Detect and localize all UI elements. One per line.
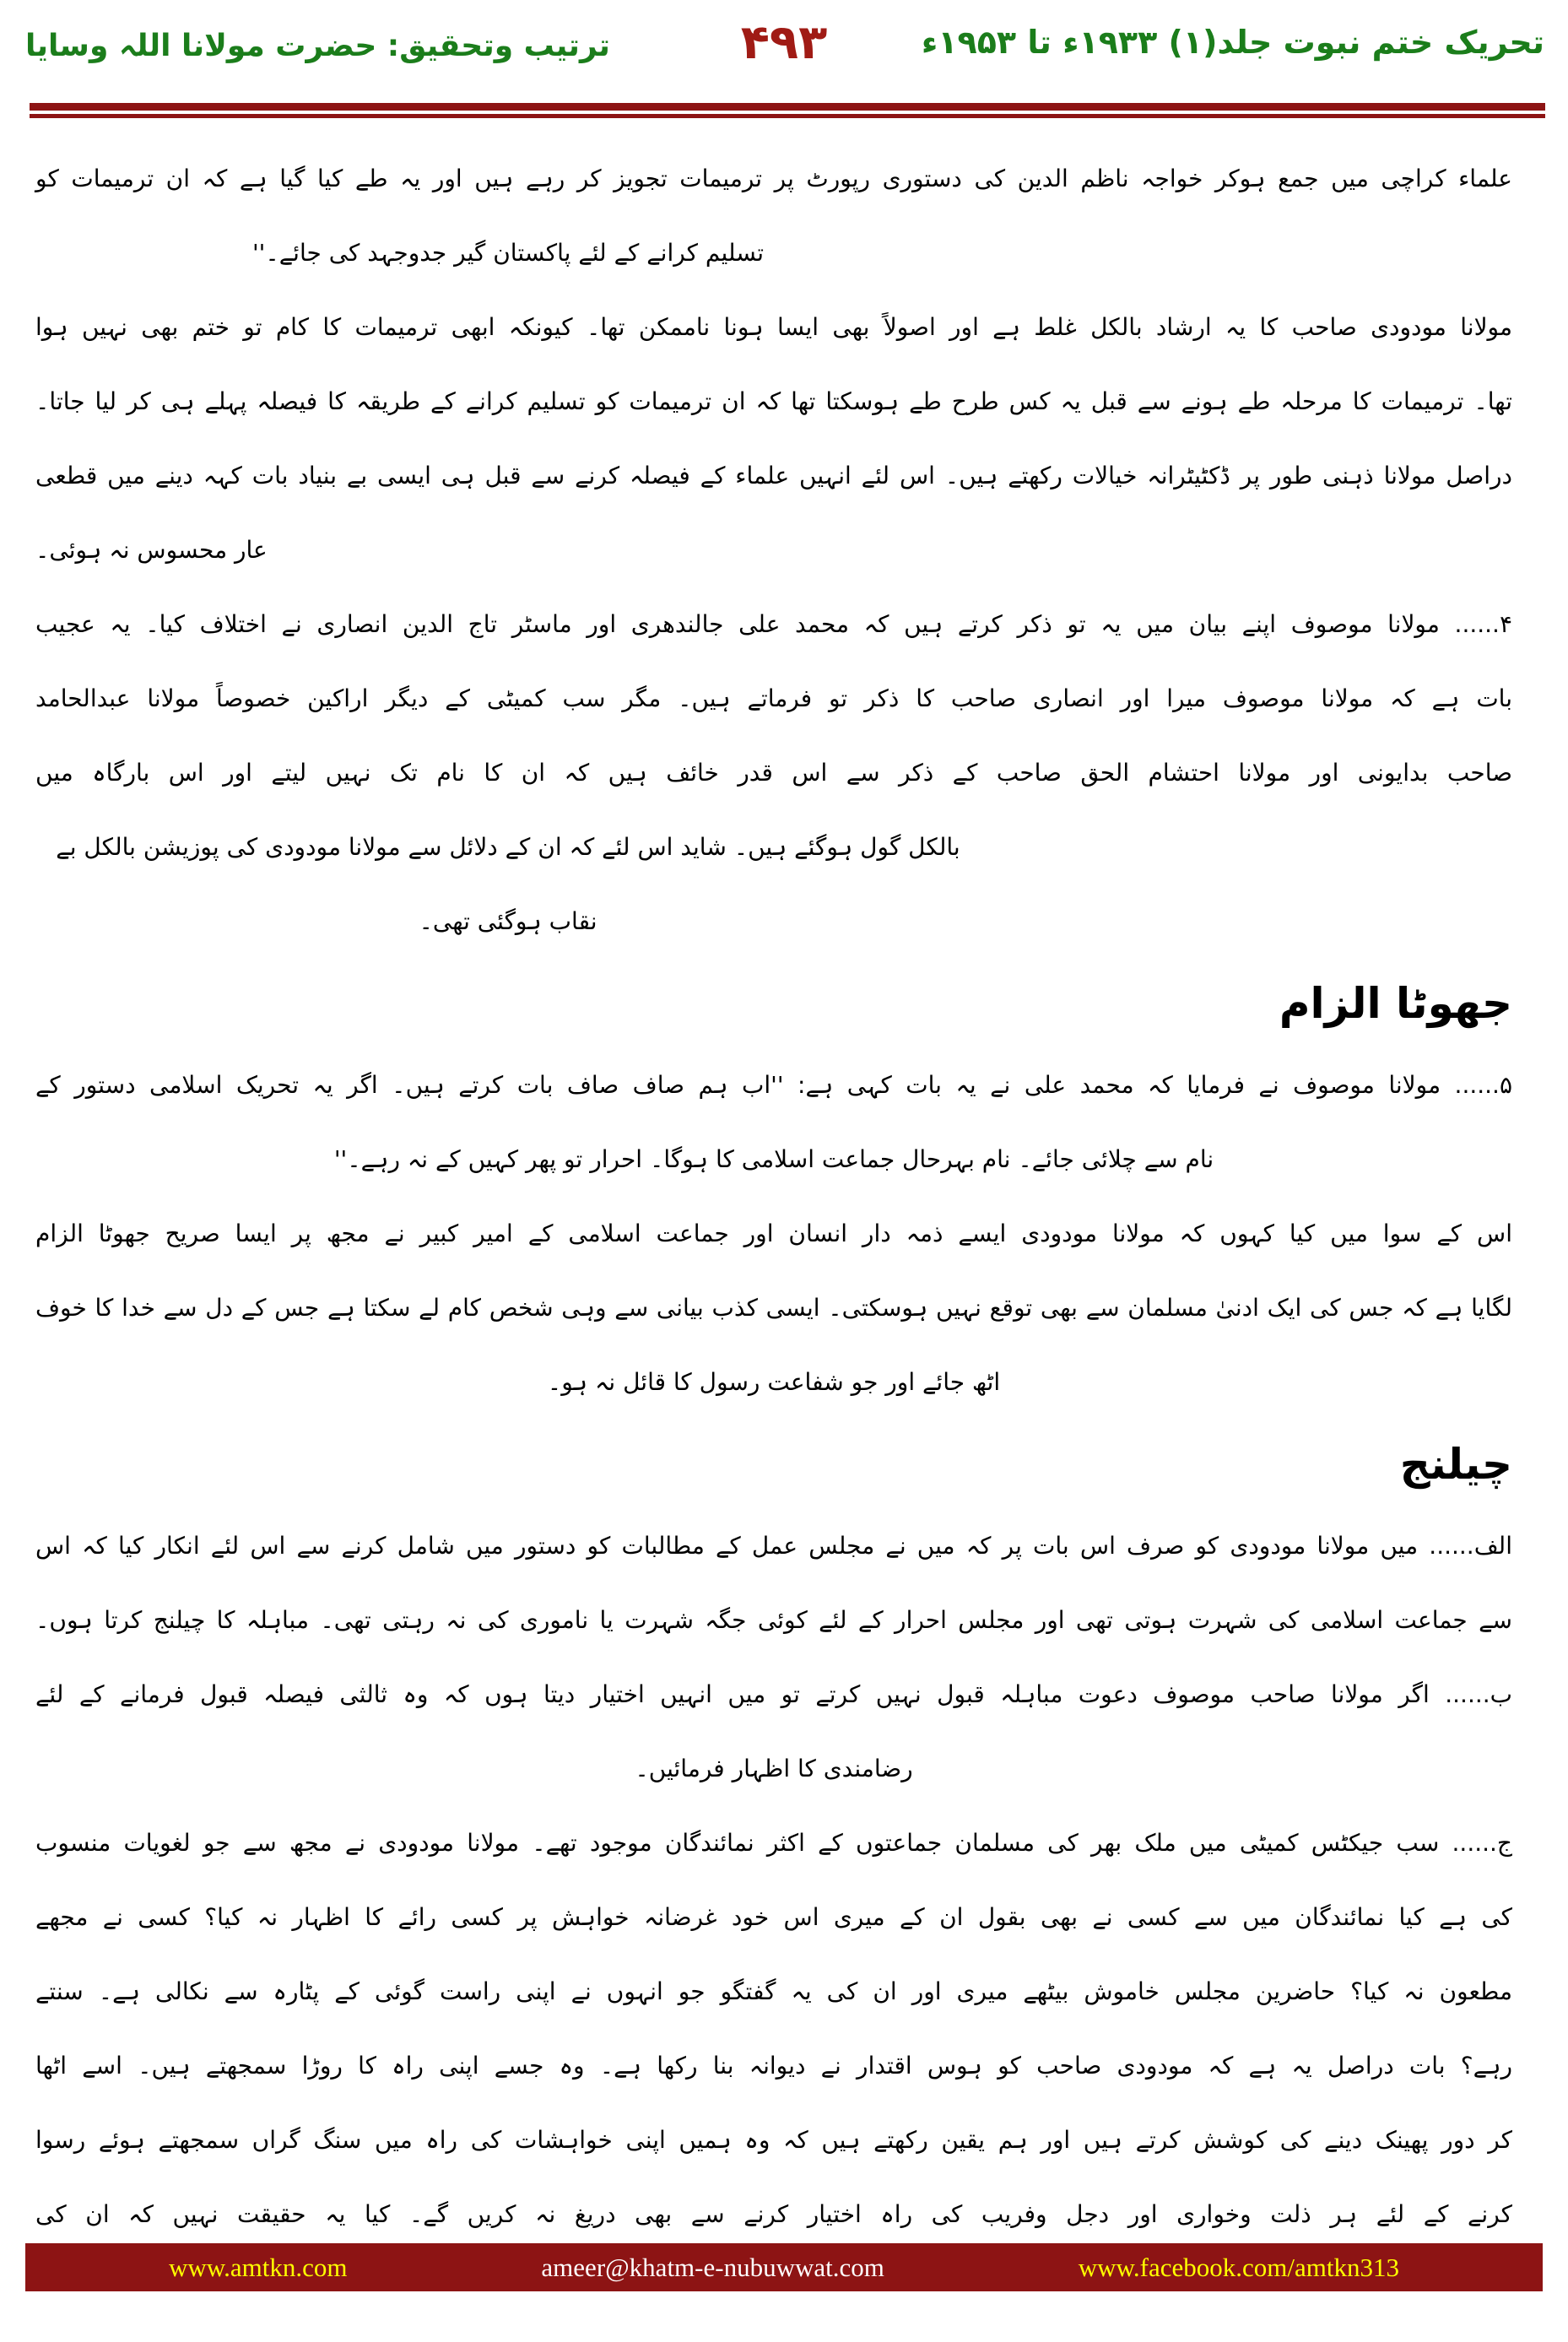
body-line: کرنے کے لئے ہر ذلت وخواری اور دجل وفریب کی راہ اختیار کرنے سے بھی دریغ نہ کریں گے۔ کیا یہ حقیقت نہیں کہ ان کی (35, 2200, 1512, 2228)
email-link[interactable]: ameer@khatm-e-nubuwwat.com (541, 2252, 884, 2282)
body-line: صاحب بدایونی اور مولانا احتشام الحق صاحب کے ذکر سے اس قدر خائف ہیں کہ ان کا نام تک نہیں لیتے اور اس بارگاہ میں (35, 759, 1512, 787)
facebook-link[interactable]: www.facebook.com/amtkn313 (1078, 2252, 1399, 2282)
body-line: نام سے چلائی جائے۔ نام بہرحال جماعت اسلامی کا ہوگا۔ احرار تو پھر کہیں کے نہ رہے۔'' (333, 1145, 1214, 1173)
body-line: رہے؟ بات دراصل یہ ہے کہ مودودی صاحب کو ہوس اقتدار نے دیوانہ بنا رکھا ہے۔ وہ جسے اپنی راہ کا روڑا سمجھتے ہیں۔ اسے اٹھا (35, 2052, 1512, 2080)
header-rule-thick (30, 103, 1545, 111)
body-line: کر دور پھینک دینے کی کوشش کرتے ہیں اور ہم یقین رکھتے ہیں کہ وہ ہمیں اپنی خواہشات کی راہ میں سنگ گراں سمجھتے ہوئے رسوا (35, 2126, 1512, 2154)
body-text (35, 142, 1512, 2252)
body-line: لگایا ہے کہ جس کی ایک ادنیٰ مسلمان سے بھی توقع نہیں ہوسکتی۔ ایسی کذب بیانی سے وہی شخص کام لے سکتا ہے جس کے دل سے خدا کا خوف (35, 1294, 1512, 1322)
body-line: تھا۔ ترمیمات کا مرحلہ طے ہونے سے قبل یہ کس طرح طے ہوسکتا تھا کہ ان ترمیمات کو تسلیم کرانے کے طریقہ کا فیصلہ پہلے ہی کر لیا جاتا۔ (35, 387, 1512, 415)
page-header (0, 0, 1568, 101)
body-line: اٹھ جائے اور جو شفاعت رسول کا قائل نہ ہو۔ (547, 1368, 1001, 1396)
body-line: سے جماعت اسلامی کی شہرت ہوتی تھی اور مجلس احرار کے لئے کوئی جگہ شہرت یا ناموری کی نہ رہتی تھی۔ مباہلہ کا چیلنج کرتا ہوں۔ (35, 1606, 1512, 1634)
section-heading: چیلنج (1399, 1440, 1512, 1489)
body-line: مطعون نہ کیا؟ حاضرین مجلس خاموش بیٹھے میری اور ان کی یہ گفتگو جو انہوں نے اپنی راست گوئی کے پٹارہ سے نکالی ہے۔ سنتے (35, 1977, 1512, 2005)
body-line: کی ہے کیا نمائندگان میں سے کسی نے بھی بقول ان کے میری اس خود غرضانہ خواہش پر کسی رائے کا اظہار نہ کیا؟ کسی نے مجھے (35, 1903, 1512, 1931)
body-line: رضامندی کا اظہار فرمائیں۔ (635, 1755, 913, 1782)
body-line: ۴...... مولانا موصوف اپنے بیان میں یہ تو ذکر کرتے ہیں کہ محمد علی جالندھری اور ماسٹر تاج الدین انصاری نے اختلاف کیا۔ یہ عجیب (35, 610, 1513, 638)
page-number: ۴۹۳ (740, 15, 828, 70)
body-line: بالکل گول ہوگئے ہیں۔ شاید اس لئے کہ ان کے دلائل سے مولانا مودودی کی پوزیشن بالکل بے نقاب ہوگئی تھی۔ (56, 833, 960, 935)
body-line: اس کے سوا میں کیا کہوں کہ مولانا مودودی ایسے ذمہ دار انسان اور جماعت اسلامی کے امیر کبیر نے مجھ پر ایسا صریح جھوٹا الزام (35, 1220, 1512, 1247)
footer-bar (25, 2243, 1543, 2291)
compiler-title: ترتیب وتحقیق: حضرت مولانا اللہ وسایا (25, 29, 610, 63)
body-line: تسلیم کرانے کے لئے پاکستان گیر جدوجہد کی جائے۔'' (251, 239, 765, 267)
body-line: بات ہے کہ مولانا موصوف میرا اور انصاری صاحب کا ذکر تو فرماتے ہیں۔ مگر سب کمیٹی کے دیگر اراکین خصوصاً مولانا عبدالحامد (35, 684, 1512, 712)
body-line: عار محسوس نہ ہوئی۔ (35, 536, 268, 564)
body-line: ۵...... مولانا موصوف نے فرمایا کہ محمد علی نے یہ بات کہی ہے: ''اب ہم صاف صاف بات کرتے ہیں۔ اگر یہ تحریک اسلامی دستور کے (35, 1071, 1512, 1099)
body-line: مولانا مودودی صاحب کا یہ ارشاد بالکل غلط ہے اور اصولاً بھی ایسا ہونا ناممکن تھا۔ کیونکہ ابھی ترمیمات کا کام تو ختم بھی نہیں ہوا (35, 313, 1512, 341)
header-rule-thin (30, 114, 1545, 118)
body-line: ج...... سب جیکٹس کمیٹی میں ملک بھر کی مسلمان جماعتوں کے اکثر نمائندگان موجود تھے۔ مولانا مودودی نے مجھ سے جو لغویات منسوب (35, 1829, 1512, 1857)
website-link[interactable]: www.amtkn.com (169, 2252, 348, 2282)
book-title: تحریک ختم نبوت جلد(۱) ۱۹۳۳ء تا ۱۹۵۳ء (921, 24, 1544, 61)
body-line: الف...... میں مولانا مودودی کو صرف اس بات پر کہ میں نے مجلس عمل کے مطالبات کو دستور میں شامل کرنے سے اس لئے انکار کیا کہ اس (35, 1532, 1512, 1560)
section-heading: جھوٹا الزام (1279, 979, 1512, 1028)
body-line: علماء کراچی میں جمع ہوکر خواجہ ناظم الدین کی دستوری رپورٹ پر ترمیمات تجویز کر رہے ہیں اور یہ طے کیا گیا ہے کہ ان ترمیمات کو (35, 165, 1512, 192)
header-rule (30, 103, 1545, 118)
body-line: دراصل مولانا ذہنی طور پر ڈکٹیٹرانہ خیالات رکھتے ہیں۔ اس لئے انہیں علماء کے فیصلہ کرنے سے قبل ہی ایسی بے بنیاد بات کہہ دینے میں قطعی (35, 462, 1512, 489)
body-line: ب...... اگر مولانا صاحب موصوف دعوت مباہلہ قبول نہیں کرتے تو میں انہیں اختیار دیتا ہوں کہ وہ ثالثی فیصلہ قبول فرمانے کے لئے (35, 1680, 1512, 1708)
